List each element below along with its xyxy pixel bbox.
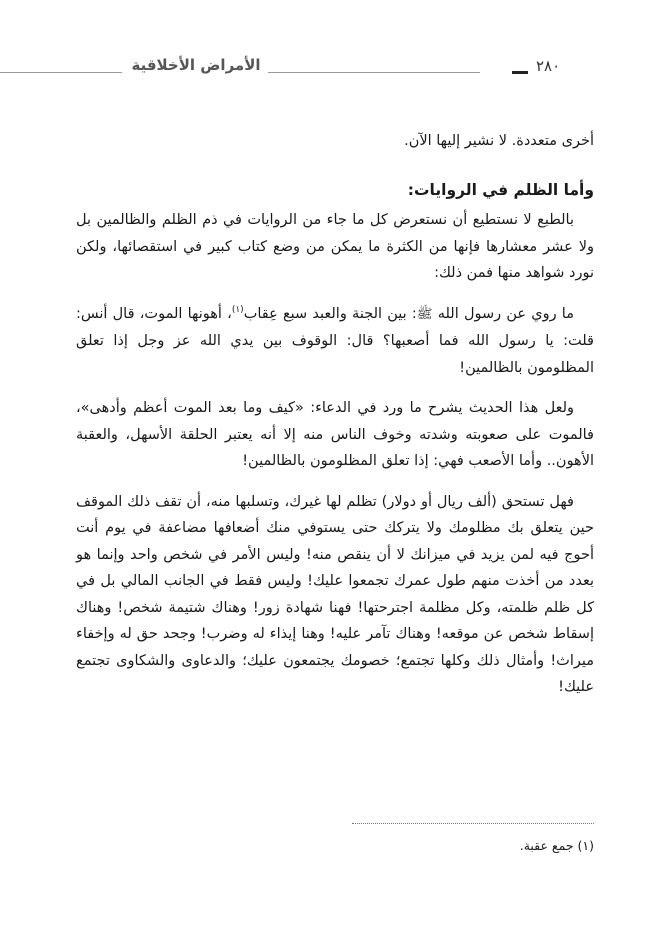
paragraph-gap bbox=[76, 475, 594, 489]
page-number: ٢٨٠ bbox=[536, 57, 561, 75]
paragraph-dua: ولعل هذا الحديث يشرح ما ورد في الدعاء: «كيف وما بعد الموت أعظم وأدهى»، فالموت على صعوبته وشدته وخوف الناس منه إلا أنه يعتبر الحلقة الأسهل، والعقبة الأهون.. وأما الأصعب فهي: إذا تعلق المظلومون بالظالمين! bbox=[76, 400, 594, 469]
paragraph-hadith bbox=[76, 301, 594, 382]
body-text bbox=[76, 128, 594, 701]
hadith-text-mid: : بين الجنة والعبد سبع عِقاب bbox=[243, 305, 417, 322]
hadith-text-end: ، أهونها الموت، قال أنس: قلت: يا رسول الله فما أصعبها؟ قال: الوقوف بين يدي الله عز وجل إذا تعلق المظلومون بالظالمين! bbox=[76, 305, 594, 376]
hadith-text-start: ما روي عن رسول الله bbox=[432, 305, 574, 322]
section-heading: وأما الظلم في الروايات: bbox=[407, 180, 594, 199]
header-dash bbox=[512, 71, 528, 74]
running-header bbox=[0, 56, 669, 86]
paragraph-question: فهل تستحق (ألف ريال أو دولار) تظلم لها غيرك، وتسلبها منه، أن تقف ذلك الموقف حين يتعلق بك مظلومك ولا يتركك حتى يستوفي منك أضعافها مضاعفة في يوم أنت أحوج فيه لمن يزيد في ميزانك لا أن ينقص منه! وليس الأمر في شخص واحد وإنما هو بعدد من أخذت منهم طول عمرك تجمعوا عليك! وليس فقط في الجانب المالي بل في كل ظلم ظلمته، وكل مظلمة اجترحتها! فهنا شهادة زور! وهناك شتيمة شخص! وهناك إسقاط شخص عن موقعه! وهناك تآمر عليه! وهنا إيذاء له وضرب! وجحد حق له وإخفاء ميراث! وأمثال ذلك وكلها تجتمع؛ خصومك يجتمعون عليك؛ والدعاوى والشكاوى تجتمع عليك! bbox=[76, 493, 594, 695]
continuation-line: أخرى متعددة. لا نشير إليها الآن. bbox=[404, 133, 594, 149]
header-rule-left bbox=[0, 72, 122, 73]
footnote-separator bbox=[352, 823, 594, 824]
salawat-symbol: ﷺ bbox=[416, 306, 433, 322]
footnote: (١) جمع عقبة. bbox=[519, 838, 594, 853]
header-rule-middle bbox=[268, 72, 480, 73]
paragraph-gap bbox=[76, 381, 594, 395]
running-title: الأمراض الأخلاقية bbox=[131, 56, 261, 74]
footnote-marker[interactable]: (١) bbox=[231, 304, 244, 315]
paragraph-gap bbox=[76, 287, 594, 301]
paragraph-intro: بالطبع لا نستطيع أن نستعرض كل ما جاء من الروايات في ذم الظلم والظالمين بل ولا عشر معشارها فإنها من الكثرة ما يمكن من وضع كتاب كبير في استقصائها، ولكن نورد شواهد منها فمن ذلك: bbox=[76, 212, 594, 281]
